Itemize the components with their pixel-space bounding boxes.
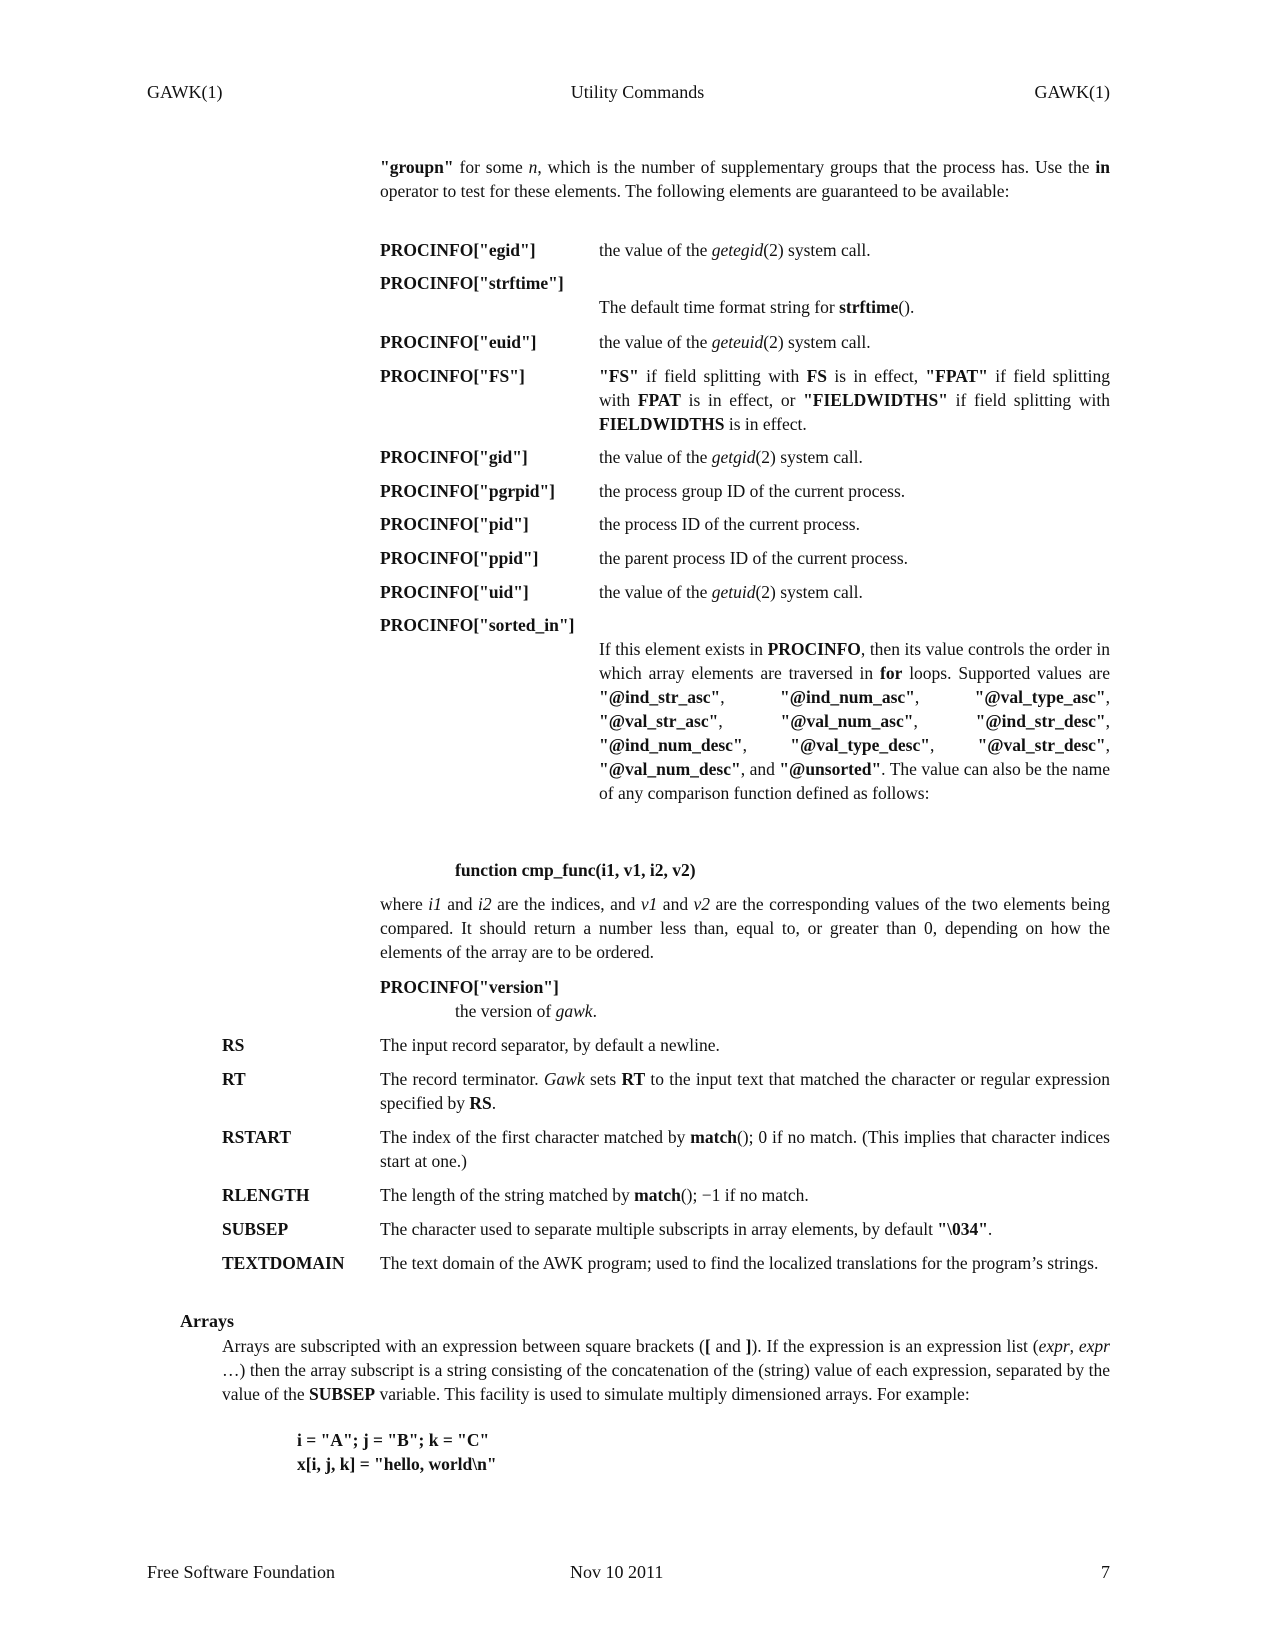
arrays-paragraph: Arrays are subscripted with an expression between square brackets ([ and ]). If the expression is an expression list (expr, expr …) then the array subscript is a string consisting of the concatenation of the (string) value of each expression, separated by the value of the SUBSEP variable. This facility is used to simulate multiply dimensioned arrays. For example: (222, 1336, 1110, 1404)
arrays-code-line-2: x[i, j, k] = "hello, world\n" (297, 1454, 497, 1474)
footer-center: Nov 10 2011 (570, 1562, 664, 1582)
header-center: Utility Commands (570, 82, 705, 102)
cmp-func-signature: function cmp_func(i1, v1, i2, v2) (455, 860, 696, 880)
header-left: GAWK(1) (147, 82, 223, 102)
intro-paragraph: "groupn" for some n, which is the number of supplementary groups that the process has. Use the in operator to test for these elements. The following elements are guaranteed to be available: (380, 157, 1110, 201)
header-right: GAWK(1) (1034, 82, 1110, 102)
arrays-heading: Arrays (180, 1311, 234, 1331)
cmp-func-description: where i1 and i2 are the indices, and v1 and v2 are the corresponding values of the two elements being compared. It should return a number less than, equal to, or greater than 0, depending on how the elements of the array are to be ordered. (380, 894, 1110, 962)
footer-page-number: 7 (1101, 1562, 1110, 1582)
arrays-code-line-1: i = "A"; j = "B"; k = "C" (297, 1430, 490, 1450)
footer-left: Free Software Foundation (147, 1562, 335, 1582)
